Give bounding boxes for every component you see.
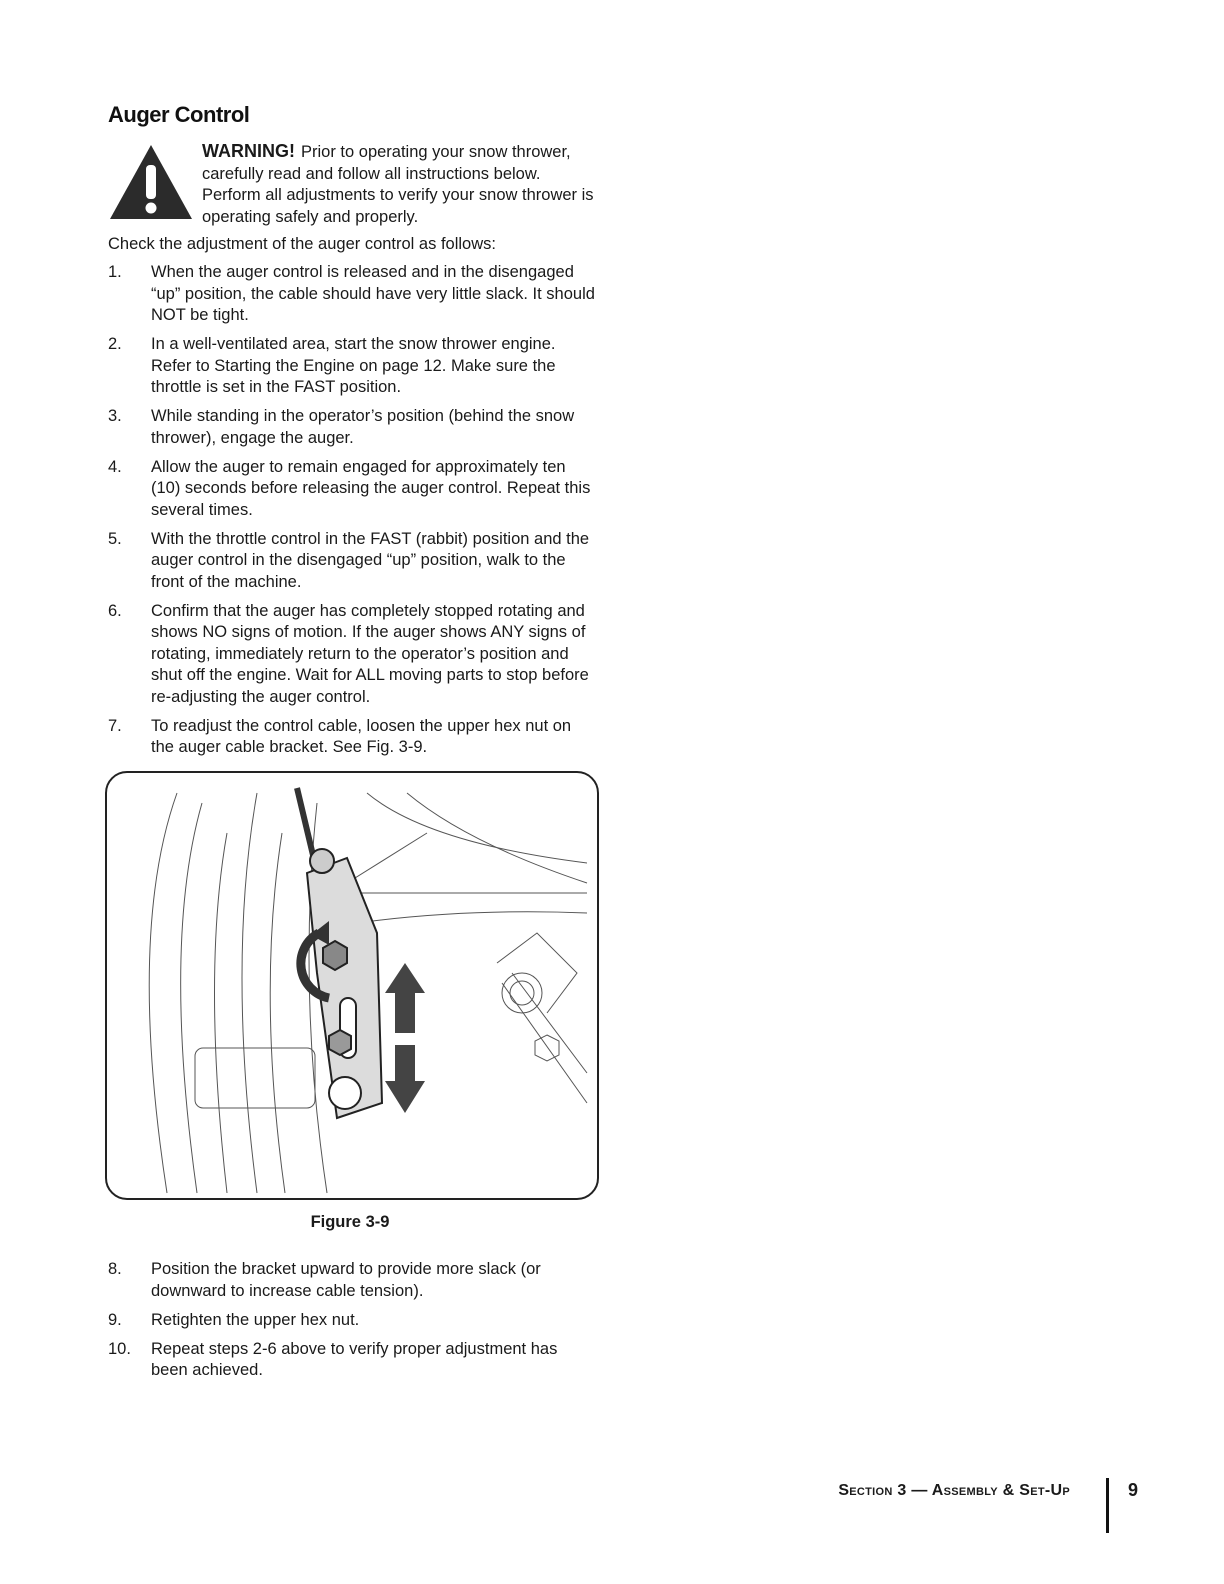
figure-auger-cable-bracket: [105, 771, 599, 1200]
footer-divider: [1106, 1478, 1109, 1533]
warning-message: [202, 141, 602, 228]
step-number: 5.: [108, 529, 122, 548]
steps-list-a: [108, 262, 598, 766]
up-arrow-icon: [385, 963, 425, 1033]
step-item: [108, 1310, 598, 1332]
step-number: 3.: [108, 407, 122, 425]
step-text: To readjust the control cable, loosen the upper hex nut on the auger cable bracket. See Fig. 3-9.: [151, 716, 572, 756]
step-text: While standing in the operator’s position (behind the snow thrower), engage the auger.: [151, 407, 575, 447]
down-arrow-icon: [385, 1045, 425, 1113]
step-item: [108, 601, 598, 709]
upper-hex-nut: [323, 941, 347, 970]
step-item: [108, 406, 598, 449]
footer-section-label: Section 3 — Assembly & Set-Up: [838, 1482, 1070, 1499]
step-item: [108, 457, 598, 522]
step-number: 9.: [108, 1310, 122, 1329]
step-text: In a well-ventilated area, start the snow thrower engine. Refer to Starting the Engine on page 12. Make sure the throttle is set in the FAST position.: [151, 335, 556, 396]
lower-hex-nut: [329, 1030, 351, 1055]
step-number: 7.: [108, 716, 122, 735]
section-title: Auger Control: [108, 102, 250, 127]
figure-caption: Figure 3-9: [310, 1213, 390, 1231]
step-text: Retighten the upper hex nut.: [151, 1310, 360, 1329]
step-item: [108, 1339, 598, 1382]
step-text: Position the bracket upward to provide more slack (or downward to increase cable tension).: [151, 1260, 541, 1300]
steps-list-b: [108, 1259, 598, 1389]
step-number: 8.: [108, 1260, 122, 1278]
warning-triangle-icon: [108, 143, 194, 221]
intro-text: Check the adjustment of the auger control as follows:: [108, 235, 496, 253]
step-text: Confirm that the auger has completely stopped rotating and shows NO signs of motion. If the auger shows ANY signs of rotating, immediately return to the operator’s position and shut off the engine. Wait for ALL moving parts to stop before re-adjusting the auger control.: [151, 601, 589, 706]
step-number: 2.: [108, 335, 122, 353]
step-item: [108, 334, 598, 399]
step-number: 4.: [108, 457, 122, 476]
auger-bracket-illustration: [107, 773, 597, 1198]
warning-label: WARNING!: [202, 141, 295, 161]
step-item: [108, 1259, 598, 1302]
step-text: Repeat steps 2-6 above to verify proper adjustment has been achieved.: [151, 1339, 558, 1379]
page-number: 9: [1128, 1480, 1139, 1500]
step-number: 10.: [108, 1339, 131, 1358]
step-text: When the auger control is released and in the disengaged “up” position, the cable should have very little slack. It should NOT be tight.: [151, 263, 595, 324]
step-item: [108, 262, 598, 327]
warning-body: Prior to operating your snow thrower, carefully read and follow all instructions below. Perform all adjustments to verify your snow thrower is operating safely and properly.: [202, 143, 594, 226]
step-item: [108, 716, 598, 759]
step-item: [108, 529, 598, 594]
step-text: Allow the auger to remain engaged for approximately ten (10) seconds before releasing the auger control. Repeat this several times.: [151, 457, 591, 519]
step-text: With the throttle control in the FAST (rabbit) position and the auger control in the disengaged “up” position, walk to the front of the machine.: [151, 529, 590, 591]
step-number: 1.: [108, 263, 122, 281]
step-number: 6.: [108, 601, 122, 620]
